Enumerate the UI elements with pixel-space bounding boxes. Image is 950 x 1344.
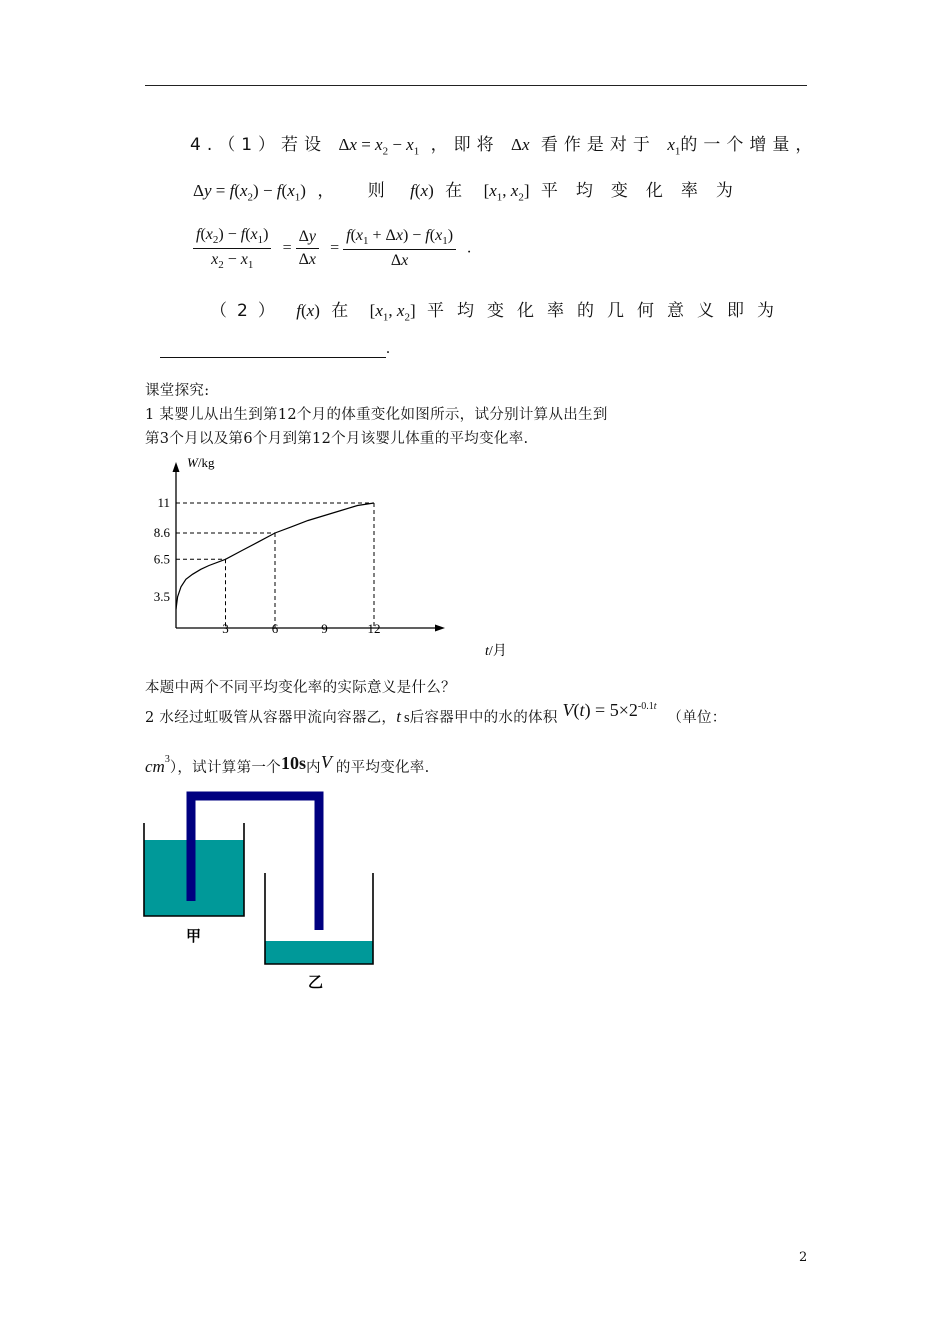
q4-formula: $\frac{f(x_2) - f(x_1)}{x_2 - x_1}$ = $\frac{\Delta y}{\Delta x}$ = $\frac{f(x_1 + \Delta x) - f(x_1)}{\Delta x}$ . xyxy=(193,226,471,271)
x-tick-label: 12 xyxy=(367,621,381,636)
chart-question: 本题中两个不同平均变化率的实际意义是什么？ xyxy=(145,680,456,696)
container-right-label: 乙 xyxy=(308,973,324,991)
y-tick-label: 11 xyxy=(157,495,170,510)
page-number: 2 xyxy=(799,1250,808,1265)
y-tick-label: 8.6 xyxy=(153,525,170,540)
y-tick-label: 3.5 xyxy=(153,588,170,604)
x-axis-label: t/月 xyxy=(485,644,507,659)
q4-part-2: （2） f(x) 在 [$x_1$, $x_2$] 平均变化率的几何意义即为 xyxy=(210,301,788,324)
x-tick-label: 6 xyxy=(271,621,279,636)
answer-blank xyxy=(160,357,386,358)
container-right-water xyxy=(265,941,373,964)
guide-lines xyxy=(176,503,374,628)
siphon-diagram xyxy=(138,785,383,1000)
blank-period: . xyxy=(386,340,390,357)
problem-2-line-2: $cm^3$），试计算第一个10s内V 的平均变化率. xyxy=(145,752,430,776)
q4-line-1: 4.（1）若设 $\Delta x = x_2 - x_1$ ，即将 Δx 看作是对于 $x_1$的一个增量， xyxy=(190,135,819,158)
problem-2-line-1: 2 水经过虹吸管从容器甲流向容器乙，t s后容器甲中的水的体积 $V(t) = 5\times 2^{-0.1t}$ （单位： xyxy=(145,700,727,726)
y-axis-label: W/kg xyxy=(187,455,215,470)
x-axis-arrow xyxy=(435,625,445,632)
y-tick-label: 6.5 xyxy=(153,551,170,567)
section-title: 课堂探究: xyxy=(145,383,210,399)
weight-chart xyxy=(140,450,520,665)
q4-line-2: $\Delta y = f(x_2) - f(x_1)$ ， 则 f(x) 在 [$x_1$, $x_2$] 平均变化率为 xyxy=(193,181,751,204)
top-rule xyxy=(145,85,807,86)
y-axis-arrow xyxy=(173,462,180,472)
problem-1-line-2: 第3个月以及第6个月到第12个月该婴儿体重的平均变化率. xyxy=(145,431,529,447)
container-left-label: 甲 xyxy=(186,927,202,945)
q4-label: 4.（1）若设 xyxy=(190,135,328,155)
problem-1-line-1: 1 某婴儿从出生到第12个月的体重变化如图所示，试分别计算从出生到 xyxy=(145,407,608,423)
x-tick-label: 9 xyxy=(321,621,328,636)
x-tick-label: 3 xyxy=(222,621,229,636)
